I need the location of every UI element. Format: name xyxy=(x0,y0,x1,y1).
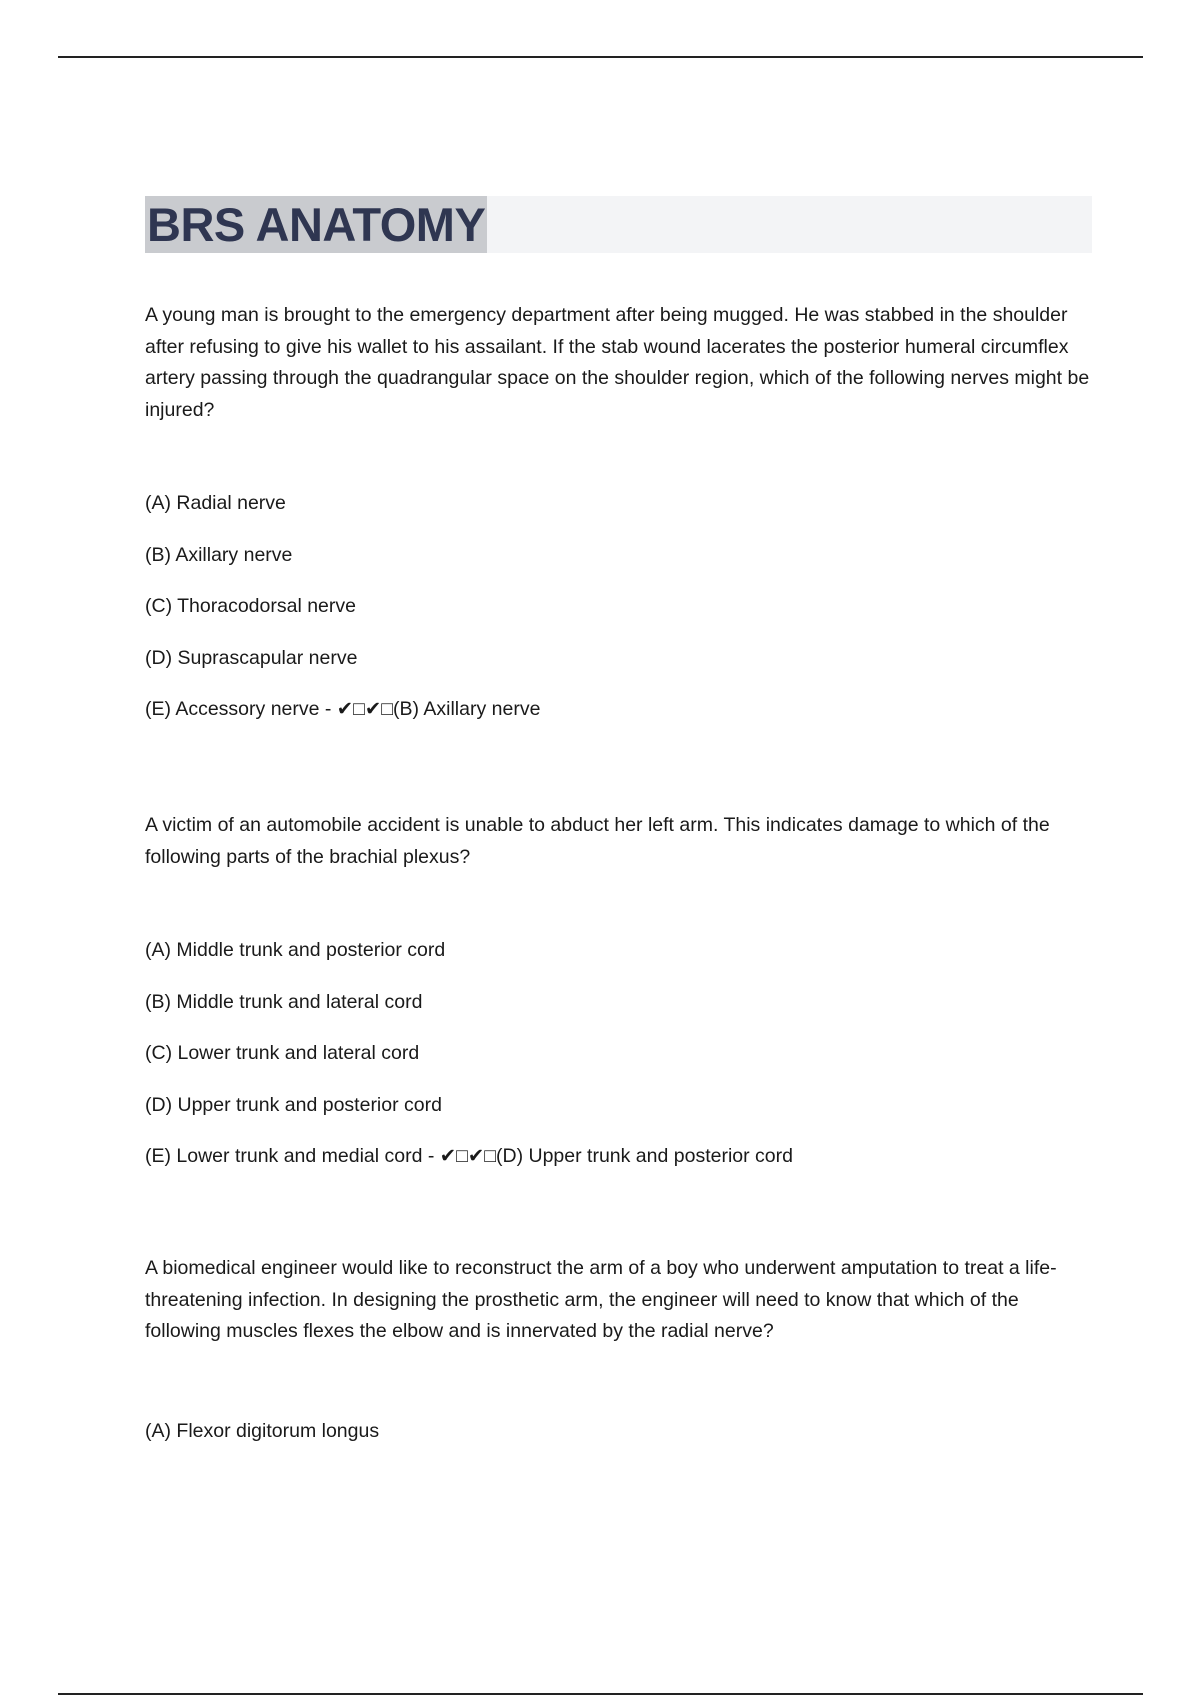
option-item-with-answer: (E) Accessory nerve - ✔□✔□(B) Axillary nerve xyxy=(145,698,541,720)
option-item: (B) Middle trunk and lateral cord xyxy=(145,990,423,1013)
option-item: (D) Upper trunk and posterior cord xyxy=(145,1093,442,1116)
question-block xyxy=(145,810,1095,1169)
option-item: (A) Radial nerve xyxy=(145,492,286,514)
option-item: (D) Suprascapular nerve xyxy=(145,646,358,669)
question-block xyxy=(145,300,1095,722)
question-block xyxy=(145,1253,1095,1444)
option-item: (C) Lower trunk and lateral cord xyxy=(145,1042,420,1064)
question-text: A victim of an automobile accident is unable to abduct her left arm. This indicates damage to which of the following parts of the brachial plexus? xyxy=(145,814,1050,868)
header-rule xyxy=(58,56,1143,58)
option-list xyxy=(145,490,1095,722)
option-item: (A) Flexor digitorum longus xyxy=(145,1419,380,1442)
title-highlight xyxy=(145,196,487,253)
footer-rule xyxy=(58,1693,1143,1695)
option-item-with-answer: (E) Lower trunk and medial cord - ✔□✔□(D) Upper trunk and posterior cord xyxy=(145,1145,793,1167)
option-item: (A) Middle trunk and posterior cord xyxy=(145,939,446,961)
option-list xyxy=(145,937,1095,1169)
question-text: A young man is brought to the emergency department after being mugged. He was stabbed in the shoulder after refusing to give his wallet to his assailant. If the stab wound lacerates the posterior humeral circumflex artery passing through the quadrangular space on the shoulder region, which of the following nerves might be injured? xyxy=(145,304,1090,421)
option-item: (C) Thoracodorsal nerve xyxy=(145,595,356,617)
option-item: (B) Axillary nerve xyxy=(145,543,293,566)
option-list xyxy=(145,1418,1095,1444)
document-title: BRS ANATOMY xyxy=(147,198,486,251)
question-text: A biomedical engineer would like to reconstruct the arm of a boy who underwent amputation to treat a life-threatening infection. In designing the prosthetic arm, the engineer will need to know that which of the following muscles flexes the elbow and is innervated by the radial nerve? xyxy=(145,1257,1057,1342)
document-body xyxy=(145,300,1095,1444)
